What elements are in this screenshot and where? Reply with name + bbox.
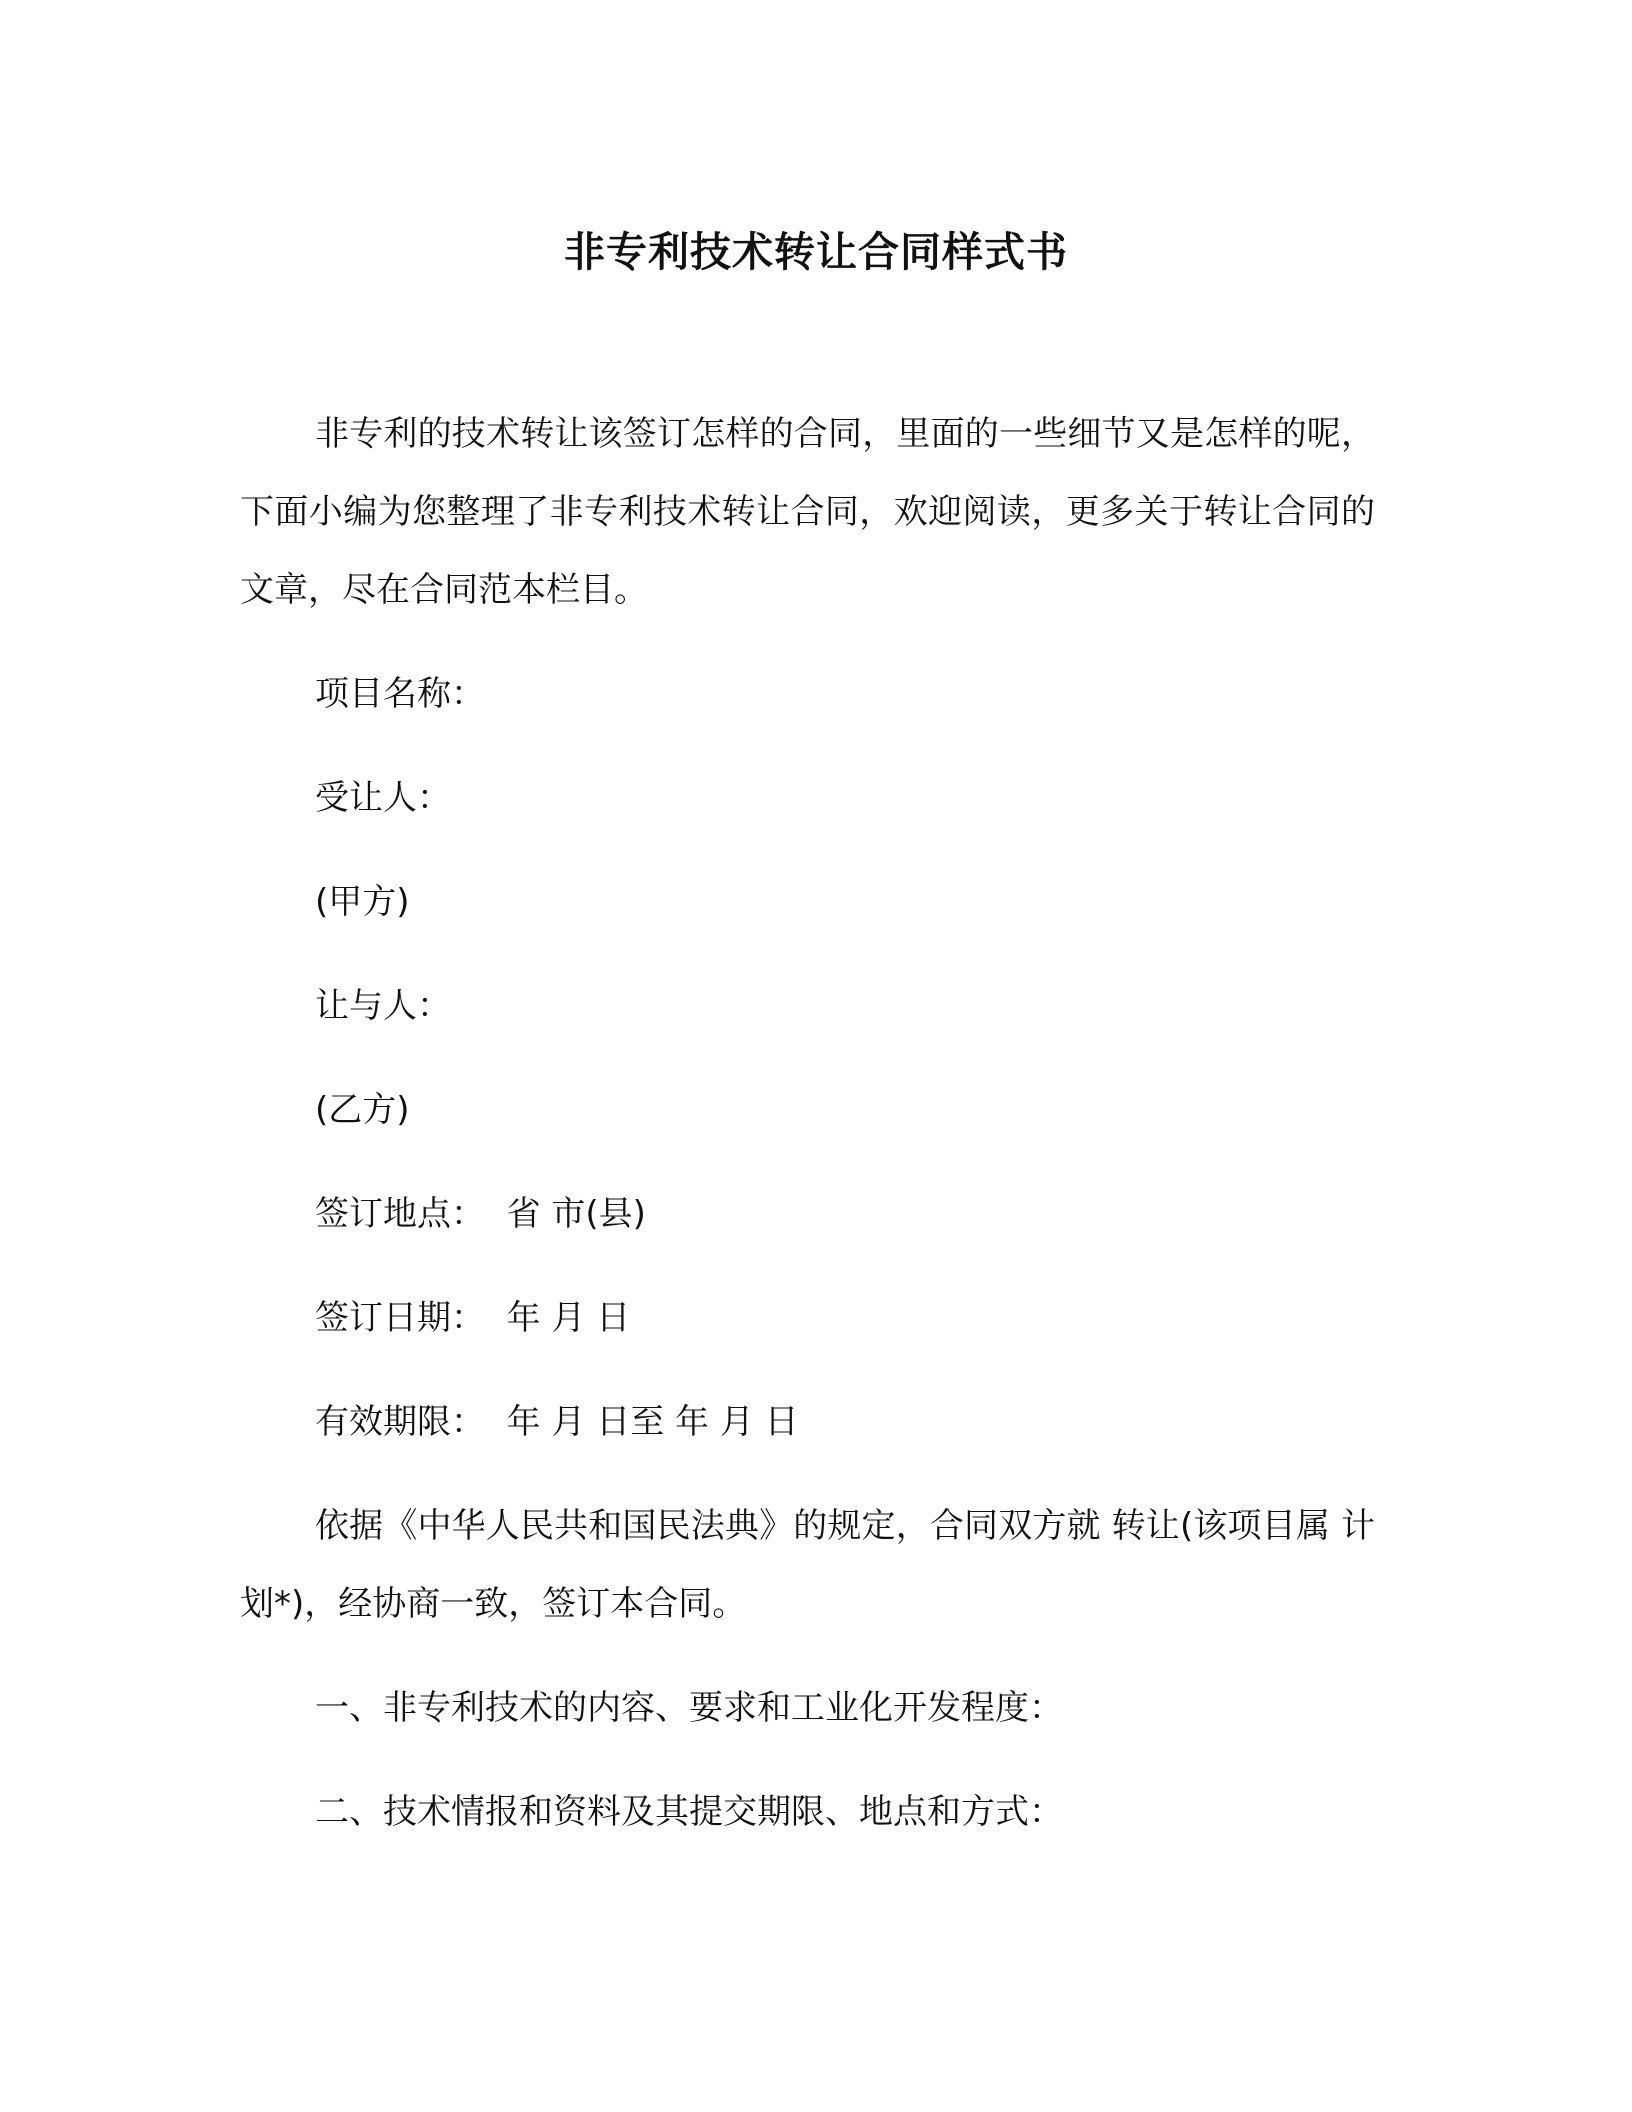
field-party-b: (乙方) bbox=[315, 1090, 410, 1130]
field-transferee: 受让人： bbox=[315, 778, 451, 818]
document-title: 非专利技术转让合同样式书 bbox=[564, 228, 1068, 276]
intro-paragraph: 非专利的技术转让该签订怎样的合同，里面的一些细节又是怎样的呢，下面小编为您整理了非专利技术转让合同，欢迎阅读，更多关于转让合同的文章，尽在合同范本栏目。 bbox=[240, 414, 1375, 610]
section-heading-1: 一、非专利技术的内容、要求和工业化开发程度： bbox=[315, 1688, 1063, 1728]
legal-basis-paragraph: 依据《中华人民共和国民法典》的规定，合同双方就 转让(该项目属 计划*)，经协商一致，签订本合同。 bbox=[240, 1506, 1375, 1624]
field-party-a: (甲方) bbox=[315, 882, 410, 922]
field-sign-date: 签订日期： 年 月 日 bbox=[315, 1298, 631, 1338]
field-valid-period: 有效期限： 年 月 日至 年 月 日 bbox=[315, 1402, 799, 1442]
field-project-name: 项目名称： bbox=[315, 674, 485, 714]
field-sign-place: 签订地点： 省 市(县) bbox=[315, 1194, 646, 1234]
section-heading-2: 二、技术情报和资料及其提交期限、地点和方式： bbox=[315, 1792, 1063, 1832]
field-transferor: 让与人： bbox=[315, 986, 451, 1026]
document-body bbox=[240, 395, 1375, 1851]
